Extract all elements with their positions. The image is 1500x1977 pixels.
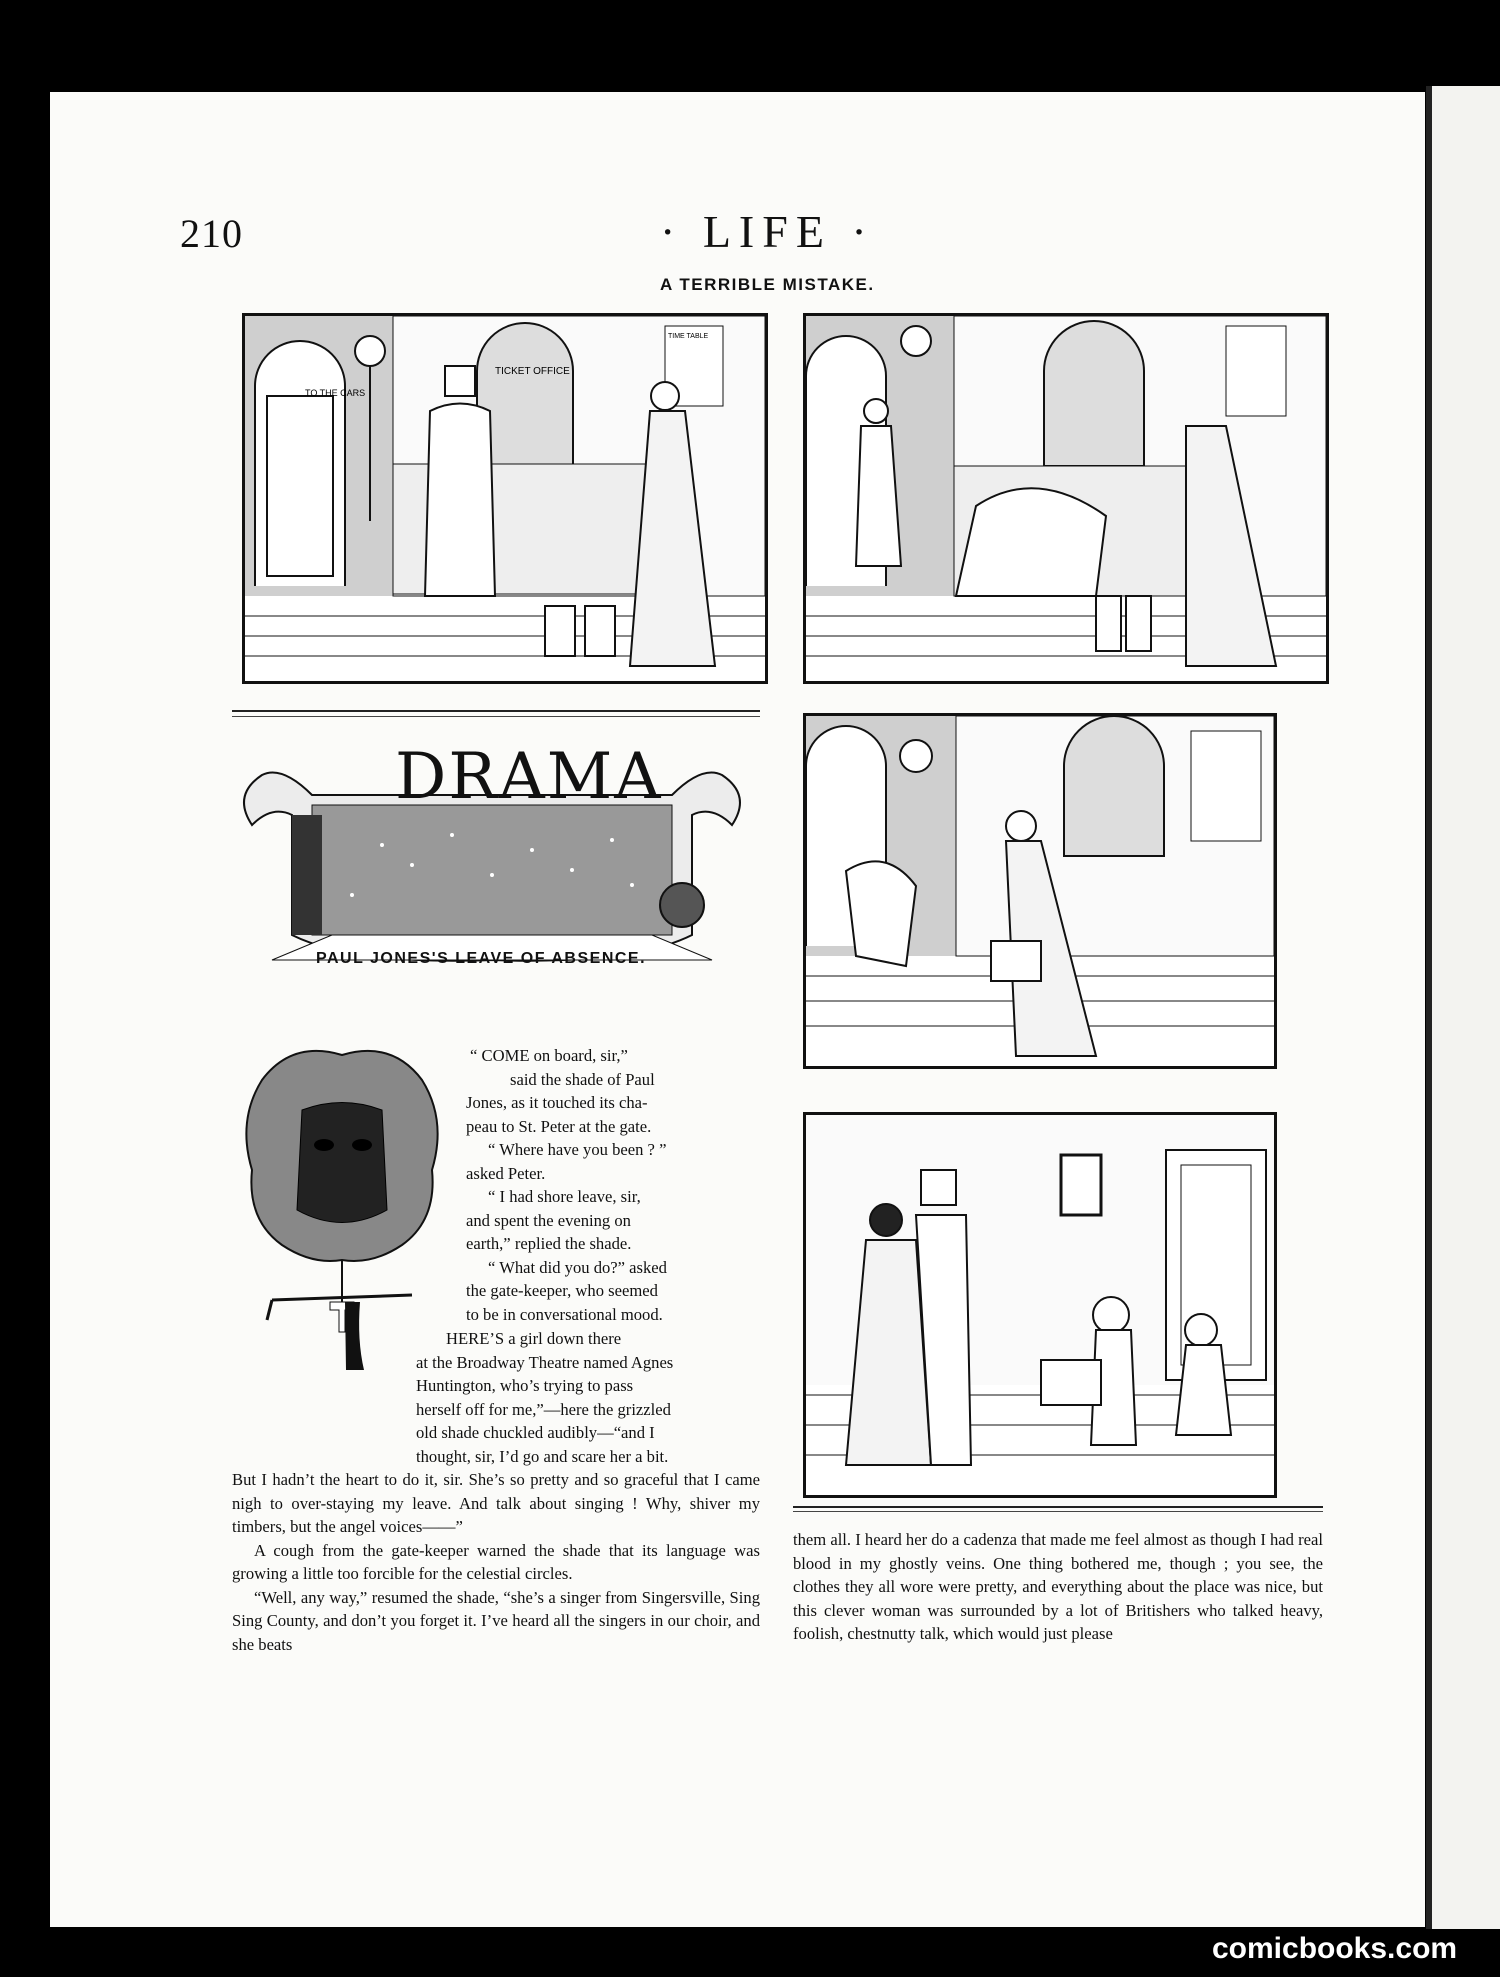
article-paragraph: them all. I heard her do a cadenza that made me feel almost as though I had real blood in my ghostly veins. One thing bothered me, though ; you see, the clothes they all wore were pretty, and everything about the place was nice, but this clever woman was surrounded by a lot of Britishers who talked heavy, foolish, chestnutty talk, which would just please <box>793 1530 1323 1643</box>
cartoon-panel-3 <box>803 713 1277 1069</box>
article-paragraph: “Well, any way,” resumed the shade, “she’s a singer from Singersville, Sing Sing County, and don’t you forget it. I’ve heard all the singers in our choir, and she beats <box>232 1587 760 1654</box>
cartoon-panel-1 <box>242 313 768 684</box>
article-paragraph: A cough from the gate-keeper warned the shade that its language was growing a little too forcible for the celestial circles. <box>232 1540 760 1583</box>
article-title: PAUL JONES'S LEAVE OF ABSENCE. <box>316 950 647 967</box>
article-line: said the shade of Paul <box>510 1069 655 1089</box>
ticket-office-scene-2 <box>806 316 1326 681</box>
cartoon-title: A TERRIBLE MISTAKE. <box>660 275 875 294</box>
column-divider-right <box>793 1506 1323 1508</box>
article-line: “ What did you do?” asked <box>488 1257 667 1277</box>
article-line: the gate-keeper, who seemed <box>466 1281 658 1300</box>
article-line: HERE’S a girl down there <box>446 1329 622 1348</box>
masthead: · LIFE · <box>660 206 875 257</box>
article-line: Huntington, who’s trying to pass <box>416 1376 634 1395</box>
drama-heading: DRAMA <box>395 740 663 814</box>
article-line: asked Peter. <box>466 1163 546 1183</box>
article-body-left <box>232 1468 760 1656</box>
article-line: old shade chuckled audibly—“and I <box>416 1423 655 1442</box>
article-line: peau to St. Peter at the gate. <box>466 1116 652 1136</box>
article-line: “ Where have you been ? ” <box>488 1140 667 1159</box>
next-page-edge <box>1426 86 1500 1929</box>
article-line: “ COME on board, sir,” <box>470 1046 628 1065</box>
article-line: and spent the evening on <box>466 1210 631 1230</box>
article-line: herself off for me,”—here the grizzled <box>416 1399 671 1419</box>
sign-ticket-office: TICKET OFFICE <box>495 366 570 377</box>
family-reunion-scene <box>806 1115 1274 1495</box>
article-line: “ I had shore leave, sir, <box>488 1187 641 1206</box>
article-continued <box>416 1327 760 1468</box>
article-line: thought, sir, I’d go and scare her a bit. <box>416 1446 669 1466</box>
sign-time-table: TIME TABLE <box>668 333 709 340</box>
article-body-right <box>793 1528 1323 1646</box>
column-divider-left-2 <box>232 716 760 717</box>
column-divider-left <box>232 710 760 712</box>
article-line: Jones, as it touched its cha- <box>466 1093 648 1112</box>
sign-to-the-cars: TO THE CARS <box>305 388 366 398</box>
article-line: to be in conversational mood. <box>466 1304 663 1324</box>
cartoon-panel-2 <box>803 313 1329 684</box>
article-paragraph: But I hadn’t the heart to do it, sir. She’s so pretty and so graceful that I came nigh to over-staying my leave. And talk about singing ! Why, shiver my timbers, but the angel voices——” <box>232 1470 760 1536</box>
ticket-office-scene-3 <box>806 716 1274 1066</box>
theatre-mask-ornament <box>232 1040 452 1370</box>
article-opening <box>466 1044 760 1326</box>
column-divider-right-2 <box>793 1511 1323 1512</box>
watermark: comicbooks.com <box>1212 1932 1458 1965</box>
page-number: 210 <box>180 211 243 256</box>
ticket-office-scene-1 <box>245 316 765 681</box>
article-line: at the Broadway Theatre named Agnes <box>416 1352 674 1372</box>
article-line: earth,” replied the shade. <box>466 1234 632 1253</box>
cartoon-panel-4 <box>803 1112 1277 1498</box>
